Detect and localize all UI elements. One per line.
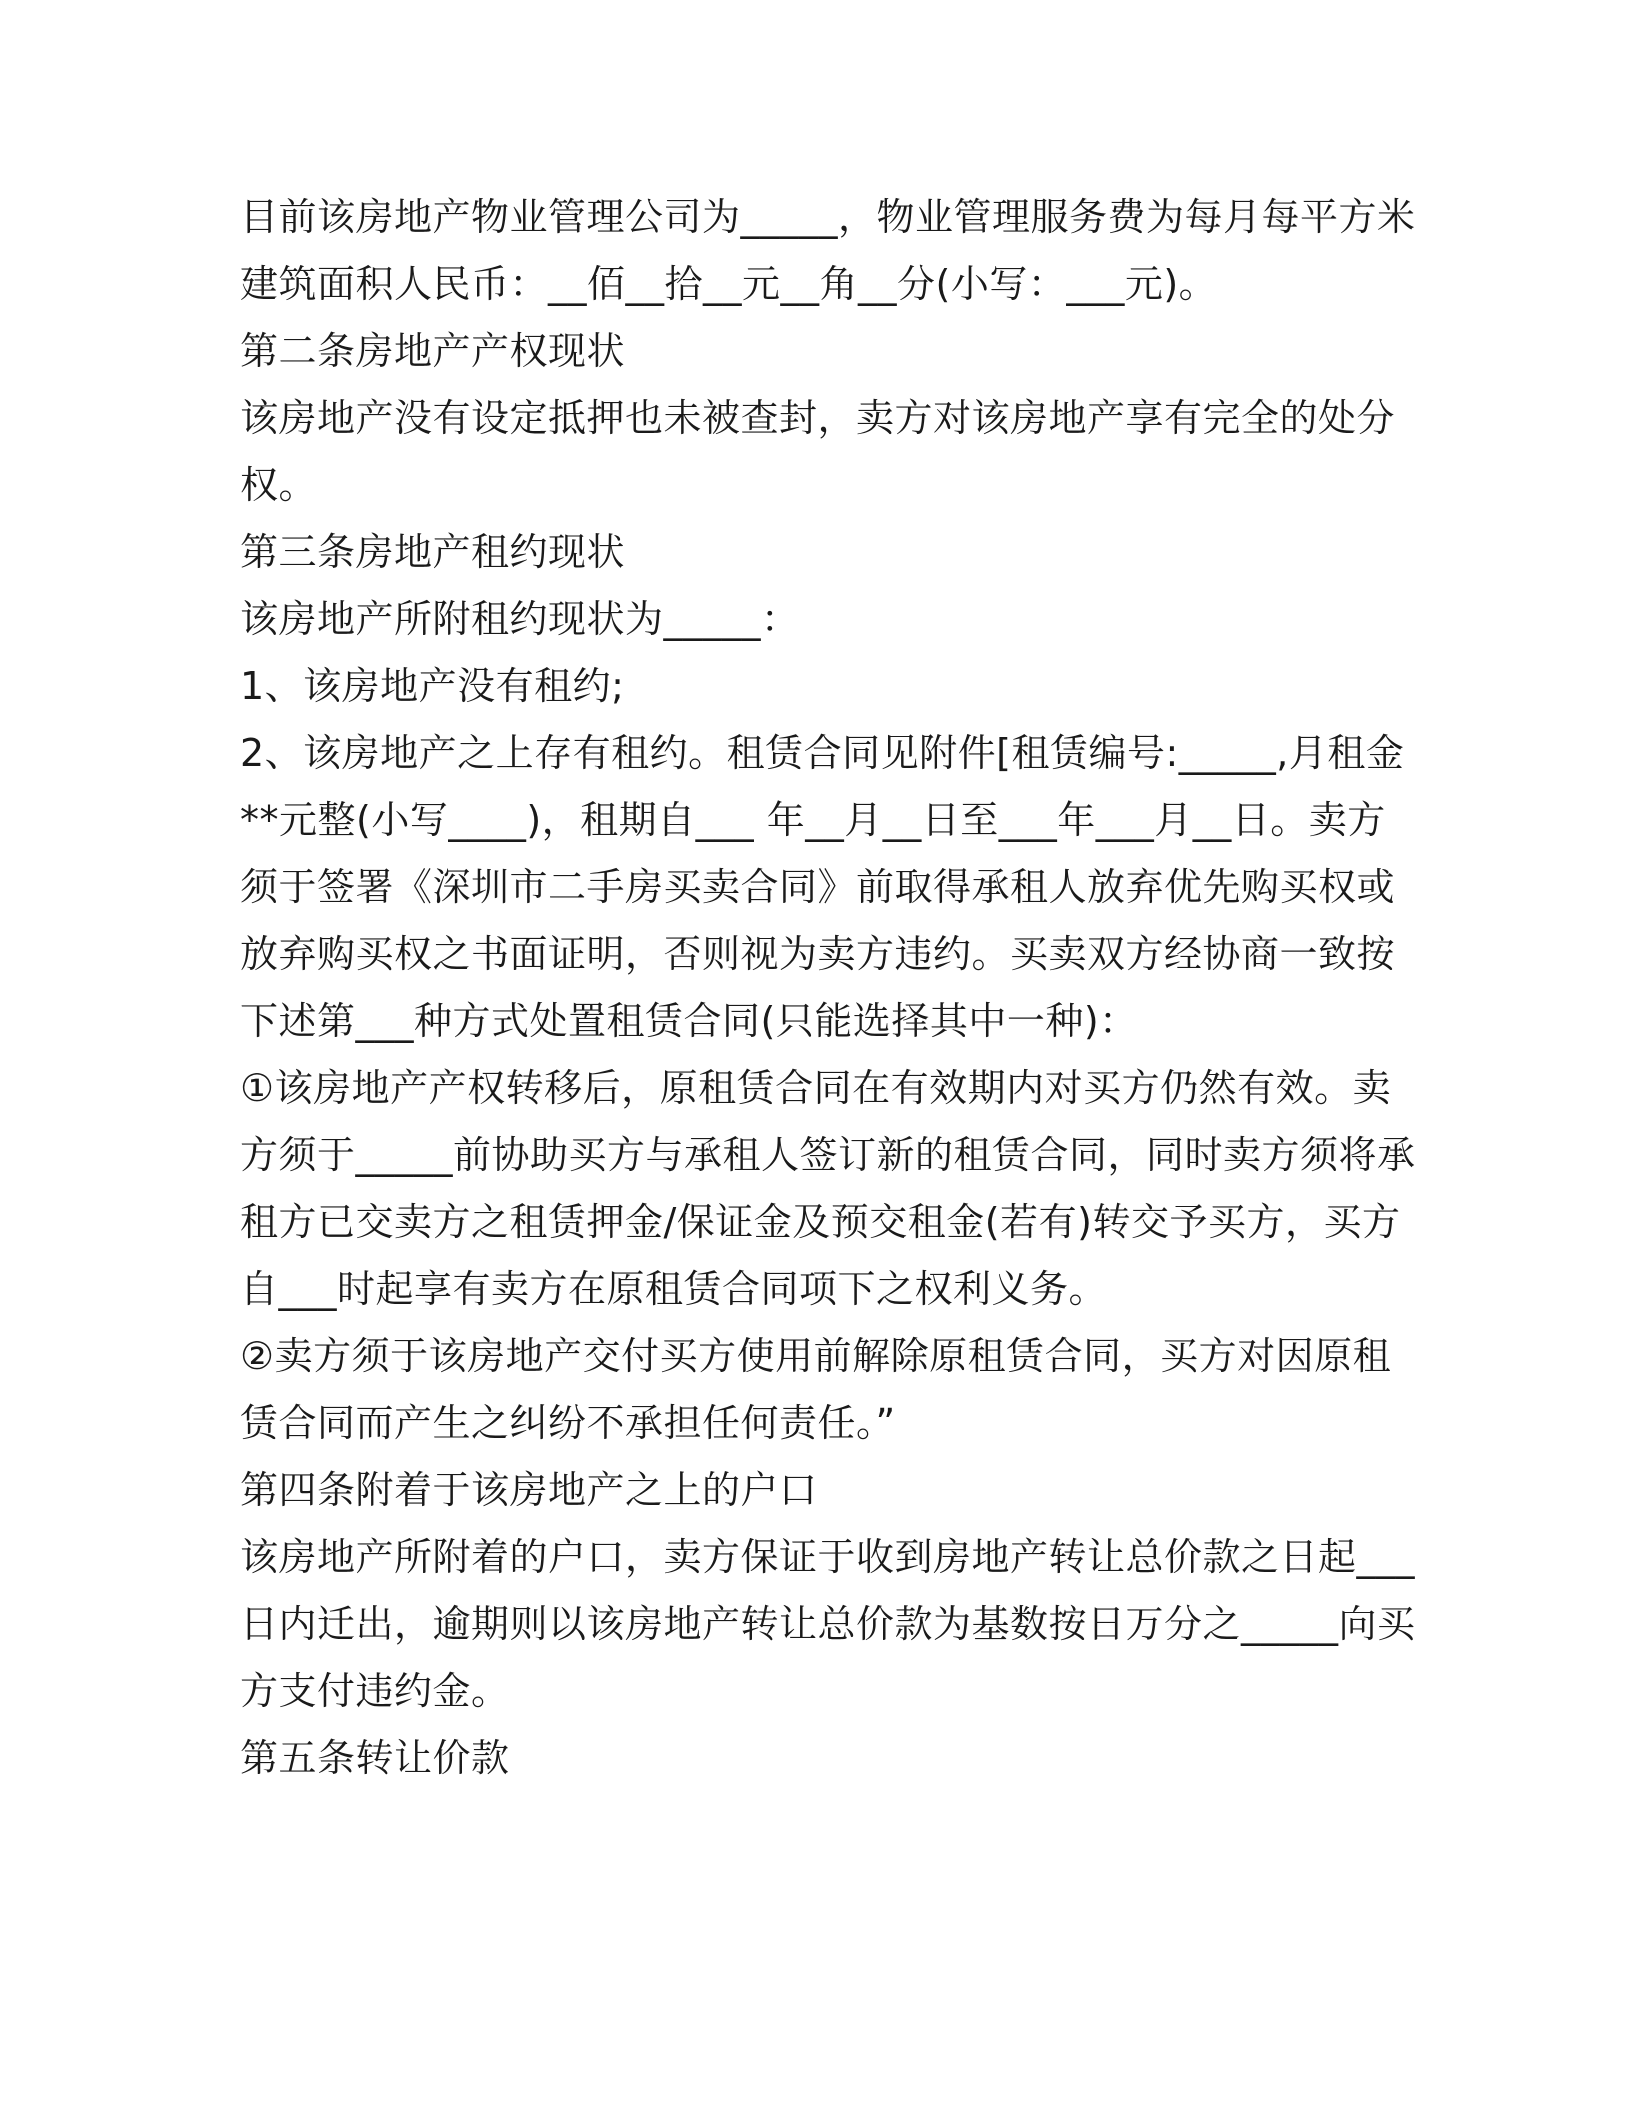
text-line: 该房地产所附租约现状为_____： <box>240 597 800 641</box>
text-line: 下述第___种方式处置租赁合同(只能选择其中一种)： <box>240 999 1138 1043</box>
text-line: 放弃购买权之书面证明，否则视为卖方违约。买卖双方经协商一致按 <box>240 932 1396 976</box>
text-line: 自___时起享有卖方在原租赁合同项下之权利义务。 <box>240 1267 1108 1311</box>
text-line: **元整(小写____)，租期自___ 年__月__日至___年___月__日。卖方 <box>240 798 1386 842</box>
text-line: 方须于_____前协助买方与承租人签订新的租赁合同，同时卖方须将承 <box>240 1133 1416 1177</box>
section-heading: 第三条房地产租约现状 <box>240 530 626 574</box>
document-page <box>240 184 1416 1792</box>
text-line: 权。 <box>240 463 318 507</box>
text-line: 该房地产所附着的户口，卖方保证于收到房地产转让总价款之日起___ <box>240 1535 1416 1579</box>
option-item: ①该房地产产权转移后，原租赁合同在有效期内对买方仍然有效。卖 <box>240 1066 1392 1110</box>
section-heading: 第五条转让价款 <box>240 1736 510 1780</box>
section-heading: 第四条附着于该房地产之上的户口 <box>240 1468 818 1512</box>
text-line: 建筑面积人民币：__佰__拾__元__角__分(小写：___元)。 <box>240 262 1218 306</box>
list-item: 2、该房地产之上存有租约。租赁合同见附件[租赁编号:_____,月租金 <box>240 731 1405 775</box>
text-line: 日内迁出，逾期则以该房地产转让总价款为基数按日万分之_____向买 <box>240 1602 1416 1646</box>
section-heading: 第二条房地产产权现状 <box>240 329 626 373</box>
text-line: 该房地产没有设定抵押也未被查封，卖方对该房地产享有完全的处分 <box>240 396 1396 440</box>
text-line: 租方已交卖方之租赁押金/保证金及预交租金(若有)转交予买方，买方 <box>240 1200 1401 1244</box>
text-line: 须于签署《深圳市二手房买卖合同》前取得承租人放弃优先购买权或 <box>240 865 1396 909</box>
list-item: 1、该房地产没有租约; <box>240 664 625 708</box>
text-line: 目前该房地产物业管理公司为_____，物业管理服务费为每月每平方米 <box>240 195 1416 239</box>
text-line: 方支付违约金。 <box>240 1669 510 1713</box>
option-item: ②卖方须于该房地产交付买方使用前解除原租赁合同，买方对因原租 <box>240 1334 1392 1378</box>
text-line: 赁合同而产生之纠纷不承担任何责任。” <box>240 1401 896 1445</box>
